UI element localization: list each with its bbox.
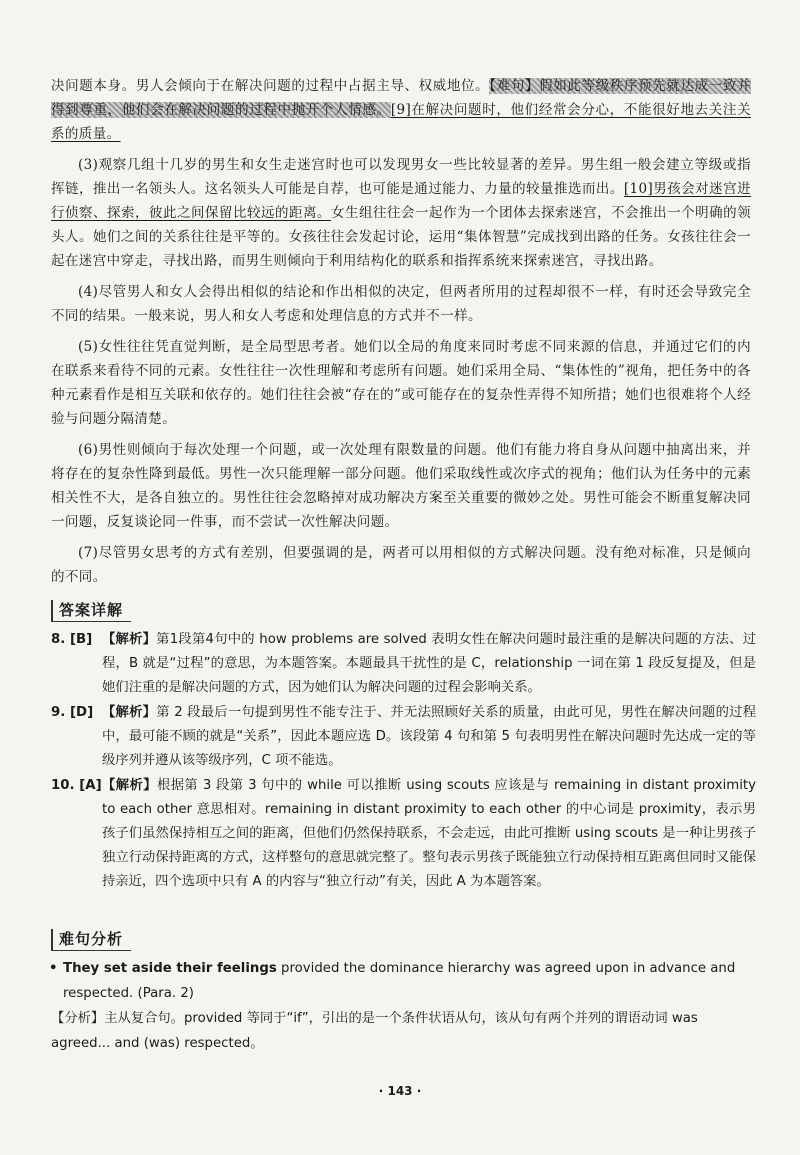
answers-list — [51, 628, 756, 895]
translation-passage — [51, 74, 751, 596]
answer-number: 8. [B] — [51, 632, 93, 647]
highlighted-difficult-sentence: 【难句】假如此等级秩序预先就达成一致并得到尊重，他们会在解决问题的过程中抛开个人情感。 — [51, 78, 751, 118]
answers-section-title: 答案详解 — [51, 600, 131, 622]
analysis-tag: 【解析】 — [102, 705, 157, 720]
bullet-icon: • — [49, 961, 58, 976]
answer-item — [51, 701, 756, 773]
analysis-tag: 【解析】 — [102, 778, 157, 793]
difficult-sentence-section-title: 难句分析 — [51, 929, 131, 951]
underlined-answer-10: [10]男孩会对迷宫进行侦察、探索，彼此之间保留比较远的距离。 — [51, 181, 751, 221]
answer-explanation: 根据第 3 段第 3 句中的 while 可以推断 using scouts 应该是与 remaining in distant proximity to each other 意思相对。remaining in distant proximity to each other 的中心词是 proximity，表示男孩子们虽然保持相互之间的距离，但他们仍然保持联系，不会走远，由此可推断 using scouts 是一种让男孩子独立行动保持距离的方式，这样整句的意思就完整了。整句表示男孩子既能独立行动保持相互距离但同时又能保持亲近，四个选项中只有 A 的内容与“独立行动”有关，因此 A 为本题答案。 — [102, 778, 757, 889]
paragraph-1-text: 决问题本身。男人会倾向于在解决问题的过程中占据主导、权威地位。 — [51, 78, 490, 94]
underlined-answer-9: [9]在解决问题时，他们经常会分心，不能很好地去关注关系的质量。 — [51, 102, 751, 142]
paragraph-6: (6)男性则倾向于每次处理一个问题，或一次处理有限数量的问题。他们有能力将自身从问题中抽离出来，并将存在的复杂性降到最低。男性一次只能理解一部分问题。他们采取线性或次序式的视角；他们认为任务中的元素相关性不大，是各自独立的。男性往往会忽略掉对成功解决方案至关重要的微妙之处。男性可能会不断重复解决同一问题，反复谈论同一件事，而不尝试一次性解决问题。 — [51, 442, 751, 530]
paragraph-3-text-b: 女生组往往会一起作为一个团体去探索迷宫，不会推出一个明确的领头人。她们之间的关系往往是平等的。女孩往往会发起讨论，运用“集体智慧”完成找到出路的任务。女孩往往会一起在迷宫中穿走，寻找出路，而男生则倾向于利用结构化的联系和指挥系统来探索迷宫，寻找出路。 — [51, 205, 752, 269]
sentence-analysis — [51, 1006, 756, 1056]
paragraph-3-text-a: (3)观察几组十几岁的男生和女生走迷宫时也可以发现男女一些比较显著的差异。男生组一般会建立等级或指挥链，推出一名领头人。这名领头人可能是自荐，也可能是通过能力、力量的较量推选而出。 — [51, 157, 751, 197]
sentence-main-clause: They set aside their feelings — [63, 961, 277, 976]
analysis-text: 主从复合句。provided 等同于“if”，引出的是一个条件状语从句，该从句有两个并列的谓语动词 was agreed... and (was) respected。 — [51, 1011, 698, 1051]
paragraph-4: (4)尽管男人和女人会得出相似的结论和作出相似的决定，但两者所用的过程却很不一样，有时还会导致完全不同的结果。一般来说，男人和女人考虑和处理信息的方式并不一样。 — [51, 284, 751, 324]
answer-explanation: 第 2 段最后一句提到男性不能专注于、并无法照顾好关系的质量，由此可见，男性在解决问题的过程中，最可能不顾的就是“关系”，因此本题应选 D。该段第 4 句和第 5 句表明男性在解决问题时先达成一定的等级序列并遵从该等级序列，C 项不能选。 — [102, 705, 756, 768]
paragraph-1 — [51, 74, 751, 146]
answer-number: 9. [D] — [51, 705, 94, 720]
answer-item — [51, 628, 756, 700]
difficult-sentence — [51, 956, 756, 1006]
answer-explanation: 第1段第4句中的 how problems are solved 表明女性在解决问题时最注重的是解决问题的方法、过程，B 就是“过程”的意思，为本题答案。本题最具干扰性的是 C，relationship 一词在第 1 段反复提及，但是她们注重的是解决问题的方式，因为她们认为解决问题的过程会影响关系。 — [102, 632, 757, 695]
sentence-rest: provided the dominance hierarchy was agreed upon in advance and respected. (Para. 2) — [63, 961, 736, 1001]
answer-item — [51, 774, 756, 894]
answer-number: 10. [A] — [51, 778, 102, 793]
page-number: · 143 · — [378, 1084, 422, 1098]
paragraph-3 — [51, 153, 751, 273]
paragraph-7: (7)尽管男女思考的方式有差别，但要强调的是，两者可以用相似的方式解决问题。没有绝对标准，只是倾向的不同。 — [51, 545, 751, 585]
analysis-label: 【分析】 — [51, 1011, 105, 1026]
paragraph-5: (5)女性往往凭直觉判断，是全局型思考者。她们以全局的角度来同时考虑不同来源的信息，并通过它们的内在联系来看待不同的元素。女性往往一次性理解和考虑所有问题。她们采用全局、“集体性的”视角，把任务中的各种元素看作是相互关联和依存的。她们往往会被“存在的”或可能存在的复杂性弄得不知所措；她们也很难将个人经验与问题分隔清楚。 — [51, 339, 751, 427]
analysis-tag: 【解析】 — [102, 632, 157, 647]
difficult-sentence-analysis — [51, 956, 756, 1056]
